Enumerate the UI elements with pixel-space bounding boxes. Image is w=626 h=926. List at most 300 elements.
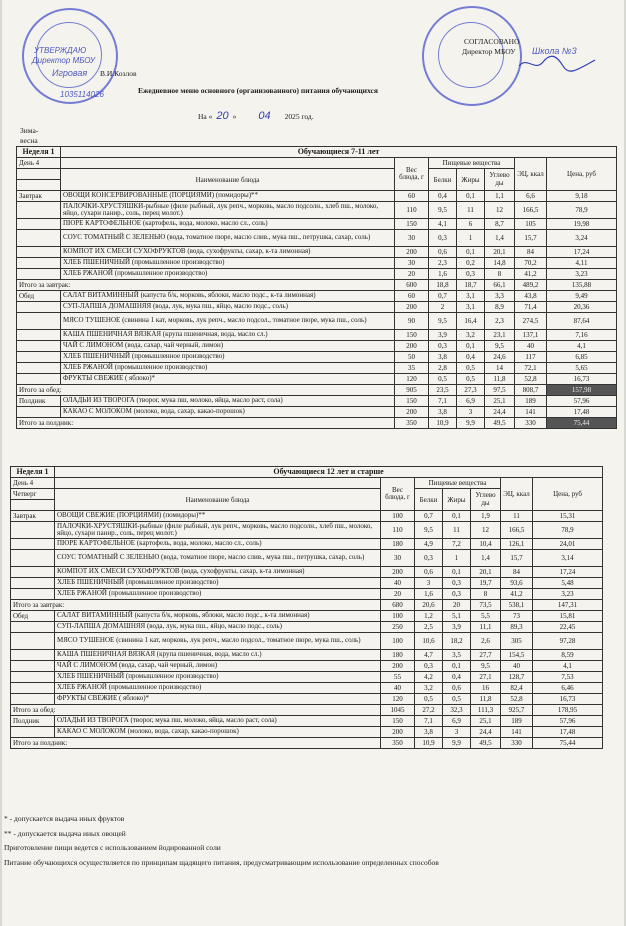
value-f: 0,3 bbox=[443, 589, 471, 600]
date-day: 20 bbox=[216, 110, 229, 122]
value-f: 3,2 bbox=[457, 330, 485, 341]
group-title: Обучающиеся 12 лет и старше bbox=[55, 467, 603, 478]
value-price: 57,96 bbox=[547, 396, 617, 407]
value-p: 0,3 bbox=[415, 661, 443, 672]
snack-total-row bbox=[11, 738, 603, 749]
lunch-item bbox=[17, 313, 617, 330]
value-w: 50 bbox=[395, 352, 429, 363]
value-w: 150 bbox=[395, 330, 429, 341]
value-w: 100 bbox=[381, 511, 415, 522]
value-c: 9,5 bbox=[471, 661, 501, 672]
value-e: 126,1 bbox=[501, 539, 533, 550]
value-f: 3,1 bbox=[457, 302, 485, 313]
breakfast-meal-label bbox=[11, 539, 55, 550]
value-c: 25,1 bbox=[471, 716, 501, 727]
value-price: 7,53 bbox=[533, 672, 603, 683]
value-e: 117 bbox=[515, 352, 547, 363]
value-price: 20,36 bbox=[547, 302, 617, 313]
value-price: 16,73 bbox=[547, 374, 617, 385]
value-f: 3,5 bbox=[443, 650, 471, 661]
lunch-total-label: Итого за обед: bbox=[17, 385, 395, 396]
value-c: 10,4 bbox=[471, 539, 501, 550]
value-price: 17,48 bbox=[533, 727, 603, 738]
breakfast-item bbox=[17, 219, 617, 230]
breakfast-item bbox=[11, 550, 603, 567]
breakfast-meal-label: Завтрак bbox=[11, 511, 55, 522]
total-p: 27,2 bbox=[415, 705, 443, 716]
dish-name: ЧАЙ С ЛИМОНОМ (вода, сахар, чай черный, лимон) bbox=[61, 341, 395, 352]
value-w: 200 bbox=[381, 661, 415, 672]
value-e: 189 bbox=[515, 396, 547, 407]
value-f: 3,9 bbox=[443, 622, 471, 633]
value-e: 71,4 bbox=[515, 302, 547, 313]
value-p: 4,7 bbox=[415, 650, 443, 661]
breakfast-meal-label bbox=[11, 589, 55, 600]
value-e: 40 bbox=[501, 661, 533, 672]
snack-meal-label: Полдник bbox=[11, 716, 55, 727]
breakfast-total-label: Итого за завтрак: bbox=[17, 280, 395, 291]
value-e: 52,8 bbox=[501, 694, 533, 705]
breakfast-meal-label bbox=[11, 578, 55, 589]
breakfast-meal-label bbox=[17, 202, 61, 219]
value-w: 110 bbox=[381, 522, 415, 539]
value-w: 200 bbox=[395, 247, 429, 258]
total-f: 9,9 bbox=[457, 418, 485, 429]
lunch-item bbox=[11, 672, 603, 683]
breakfast-item bbox=[11, 539, 603, 550]
carbs-header: Углево ды bbox=[485, 169, 515, 191]
value-price: 4,11 bbox=[547, 258, 617, 269]
total-p: 23,5 bbox=[429, 385, 457, 396]
value-f: 0,5 bbox=[457, 363, 485, 374]
dish-name: ХЛЕБ РЖАНОЙ (промышленное производство) bbox=[61, 269, 395, 280]
value-c: 27,7 bbox=[471, 650, 501, 661]
value-p: 0,3 bbox=[415, 550, 443, 567]
dish-name: САЛАТ ВИТАМИННЫЙ (капуста б/к, морковь, яблоки, масло подс., к-та лимонная) bbox=[61, 291, 395, 302]
value-c: 24,6 bbox=[485, 352, 515, 363]
dish-name: ХЛЕБ РЖАНОЙ (промышленное производство) bbox=[55, 589, 381, 600]
dish-name: ХЛЕБ ПШЕНИЧНЫЙ (промышленное производство) bbox=[61, 352, 395, 363]
energy-header: ЭЦ, ккал bbox=[501, 478, 533, 511]
lunch-meal-label bbox=[11, 672, 55, 683]
lunch-meal-label bbox=[17, 341, 61, 352]
right-signatory: Директор МБОУ bbox=[462, 47, 516, 56]
value-p: 0,7 bbox=[415, 511, 443, 522]
lunch-item bbox=[11, 633, 603, 650]
value-f: 0,4 bbox=[457, 352, 485, 363]
breakfast-meal-label bbox=[17, 258, 61, 269]
value-price: 4,1 bbox=[533, 661, 603, 672]
lunch-meal-label bbox=[11, 694, 55, 705]
lunch-meal-label: Обед bbox=[11, 611, 55, 622]
total-c: 49,5 bbox=[485, 418, 515, 429]
value-c: 14,8 bbox=[485, 258, 515, 269]
lunch-meal-label bbox=[17, 374, 61, 385]
value-p: 9,5 bbox=[429, 313, 457, 330]
value-e: 73 bbox=[501, 611, 533, 622]
lunch-meal-label bbox=[17, 363, 61, 374]
lunch-meal-label: Обед bbox=[17, 291, 61, 302]
date-year: 2025 год. bbox=[284, 112, 314, 121]
value-c: 16 bbox=[471, 683, 501, 694]
value-w: 40 bbox=[381, 578, 415, 589]
group-title: Обучающиеся 7-11 лет bbox=[61, 147, 617, 158]
weekday-label bbox=[17, 169, 61, 180]
value-w: 30 bbox=[381, 550, 415, 567]
value-f: 1 bbox=[443, 550, 471, 567]
value-e: 41,2 bbox=[501, 589, 533, 600]
season-line-2: весна bbox=[20, 136, 38, 145]
value-f: 0,3 bbox=[457, 269, 485, 280]
breakfast-meal-label bbox=[17, 269, 61, 280]
breakfast-meal-label bbox=[17, 230, 61, 247]
dish-name: СОУС ТОМАТНЫЙ С ЗЕЛЕНЬЮ (вода, томатное пюре, масло слив., мука пш., петрушка, сахар, соль) bbox=[55, 550, 381, 567]
breakfast-item bbox=[17, 247, 617, 258]
value-w: 200 bbox=[395, 341, 429, 352]
total-c: 73,5 bbox=[471, 600, 501, 611]
total-c: 66,1 bbox=[485, 280, 515, 291]
price-header: Цена, руб bbox=[533, 478, 603, 511]
total-w: 680 bbox=[381, 600, 415, 611]
value-p: 9,5 bbox=[415, 522, 443, 539]
fat-header: Жиры bbox=[457, 169, 485, 191]
lunch-item bbox=[17, 291, 617, 302]
value-c: 9,5 bbox=[485, 341, 515, 352]
value-e: 11 bbox=[501, 511, 533, 522]
protein-header: Белки bbox=[415, 489, 443, 511]
menu-table-12-plus bbox=[10, 466, 603, 749]
value-e: 89,3 bbox=[501, 622, 533, 633]
dish-name: КАКАО С МОЛОКОМ (молоко, вода, сахар, какао-порошок) bbox=[61, 407, 395, 418]
left-signatory: В.И.Козлов bbox=[100, 69, 137, 78]
value-c: 1,4 bbox=[485, 230, 515, 247]
fat-header: Жиры bbox=[443, 489, 471, 511]
breakfast-meal-label: Завтрак bbox=[17, 191, 61, 202]
value-w: 250 bbox=[381, 622, 415, 633]
dish-name: ОЛАДЬИ ИЗ ТВОРОГА (творог, мука пш, молоко, яйца, масло раст, сола) bbox=[55, 716, 381, 727]
menu-table-7-11-body bbox=[17, 147, 617, 429]
lunch-meal-label bbox=[17, 330, 61, 341]
value-p: 4,2 bbox=[415, 672, 443, 683]
value-price: 78,9 bbox=[533, 522, 603, 539]
value-price: 6,85 bbox=[547, 352, 617, 363]
value-p: 7,1 bbox=[415, 716, 443, 727]
value-f: 11 bbox=[443, 522, 471, 539]
lunch-item bbox=[11, 694, 603, 705]
value-w: 150 bbox=[395, 396, 429, 407]
value-p: 3,8 bbox=[429, 407, 457, 418]
value-f: 6,9 bbox=[457, 396, 485, 407]
total-e: 330 bbox=[515, 418, 547, 429]
value-price: 19,98 bbox=[547, 219, 617, 230]
dish-name: ПЮРЕ КАРТОФЕЛЬНОЕ (картофель, вода, молоко, масло сл., соль) bbox=[55, 539, 381, 550]
lunch-item bbox=[17, 352, 617, 363]
lunch-meal-label bbox=[11, 622, 55, 633]
value-w: 150 bbox=[381, 716, 415, 727]
value-w: 180 bbox=[381, 650, 415, 661]
value-f: 0,1 bbox=[443, 567, 471, 578]
snack-meal-label bbox=[11, 727, 55, 738]
value-p: 4,1 bbox=[429, 219, 457, 230]
date-line bbox=[198, 110, 314, 122]
breakfast-item bbox=[11, 511, 603, 522]
value-e: 52,8 bbox=[515, 374, 547, 385]
breakfast-item bbox=[17, 202, 617, 219]
total-price: 157,98 bbox=[547, 385, 617, 396]
total-w: 350 bbox=[395, 418, 429, 429]
value-price: 9,18 bbox=[547, 191, 617, 202]
value-c: 24,4 bbox=[485, 407, 515, 418]
empty-cell bbox=[55, 478, 381, 489]
value-c: 14 bbox=[485, 363, 515, 374]
dish-name: ХЛЕБ РЖАНОЙ (промышленное производство) bbox=[55, 683, 381, 694]
value-w: 20 bbox=[381, 589, 415, 600]
value-w: 120 bbox=[395, 374, 429, 385]
value-w: 110 bbox=[395, 202, 429, 219]
value-e: 82,4 bbox=[501, 683, 533, 694]
value-e: 15,7 bbox=[501, 550, 533, 567]
value-e: 141 bbox=[515, 407, 547, 418]
value-c: 5,5 bbox=[471, 611, 501, 622]
breakfast-total-row bbox=[11, 600, 603, 611]
total-f: 27,3 bbox=[457, 385, 485, 396]
breakfast-item bbox=[17, 258, 617, 269]
date-month: 04 bbox=[258, 110, 271, 122]
value-price: 24,01 bbox=[533, 539, 603, 550]
value-c: 25,1 bbox=[485, 396, 515, 407]
lunch-meal-label bbox=[17, 302, 61, 313]
value-p: 4,9 bbox=[415, 539, 443, 550]
nutrients-header: Пищевые вещества bbox=[415, 478, 501, 489]
value-e: 105 bbox=[515, 219, 547, 230]
total-f: 18,7 bbox=[457, 280, 485, 291]
value-c: 11,8 bbox=[471, 694, 501, 705]
value-price: 57,96 bbox=[533, 716, 603, 727]
footnote-4: Питание обучающихся осуществляется по принципам щадящего питания, предусматривающим использование определенных способов bbox=[4, 857, 439, 867]
value-price: 78,9 bbox=[547, 202, 617, 219]
breakfast-meal-label bbox=[11, 567, 55, 578]
value-p: 0,7 bbox=[429, 291, 457, 302]
value-c: 23,1 bbox=[485, 330, 515, 341]
value-c: 8,9 bbox=[485, 302, 515, 313]
snack-meal-label bbox=[17, 407, 61, 418]
breakfast-item bbox=[17, 269, 617, 280]
dish-name: КАКАО С МОЛОКОМ (молоко, вода, сахар, какао-порошок) bbox=[55, 727, 381, 738]
value-c: 11,1 bbox=[471, 622, 501, 633]
value-price: 87,64 bbox=[547, 313, 617, 330]
empty-cell bbox=[17, 180, 61, 191]
total-w: 1045 bbox=[381, 705, 415, 716]
value-w: 30 bbox=[395, 230, 429, 247]
dish-name: МЯСО ТУШЕНОЕ (свинина 1 кат, морковь, лук репч., масло подсол., томатное пюре, мука пш., соль) bbox=[61, 313, 395, 330]
value-price: 22,45 bbox=[533, 622, 603, 633]
signature-scribble bbox=[517, 52, 597, 74]
dish-name: ЧАЙ С ЛИМОНОМ (вода, сахар, чай черный, лимон) bbox=[55, 661, 381, 672]
lunch-item bbox=[11, 622, 603, 633]
breakfast-meal-label bbox=[11, 550, 55, 567]
value-w: 90 bbox=[395, 313, 429, 330]
value-c: 3,3 bbox=[485, 291, 515, 302]
value-f: 6,9 bbox=[443, 716, 471, 727]
lunch-item bbox=[17, 330, 617, 341]
value-e: 166,5 bbox=[501, 522, 533, 539]
right-stamp-word: Школа №3 bbox=[532, 46, 577, 56]
dish-name: СУП-ЛАПША ДОМАШНЯЯ (вода, лук, мука пш., яйцо, масло подс., соль) bbox=[61, 302, 395, 313]
value-price: 3,23 bbox=[533, 589, 603, 600]
breakfast-total-label: Итого за завтрак: bbox=[11, 600, 381, 611]
empty-cell bbox=[11, 500, 55, 511]
value-c: 1,1 bbox=[485, 191, 515, 202]
footnote-3: Приготовление пищи ведется с использованием йодированной соли bbox=[4, 843, 221, 852]
value-p: 3 bbox=[415, 578, 443, 589]
dish-name: ПАЛОЧКИ-ХРУСТЯШКИ-рыбные (филе рыбный, лук репч., морковь, масло подсолн., хлеб пш., молоко, яйцо, сухари панир., соль, перец молот.) bbox=[55, 522, 381, 539]
value-price: 3,23 bbox=[547, 269, 617, 280]
value-p: 2,8 bbox=[429, 363, 457, 374]
total-w: 905 bbox=[395, 385, 429, 396]
week-row bbox=[17, 147, 617, 158]
value-price: 9,49 bbox=[547, 291, 617, 302]
name-header: Наименование блюда bbox=[55, 489, 381, 511]
value-price: 8,59 bbox=[533, 650, 603, 661]
value-c: 20,1 bbox=[485, 247, 515, 258]
total-e: 489,2 bbox=[515, 280, 547, 291]
left-stamp-line-1: УТВЕРЖДАЮ bbox=[34, 46, 87, 55]
week-label: Неделя 1 bbox=[17, 147, 61, 158]
value-e: 166,5 bbox=[515, 202, 547, 219]
value-c: 8 bbox=[485, 269, 515, 280]
value-f: 3 bbox=[443, 727, 471, 738]
value-w: 200 bbox=[381, 727, 415, 738]
value-p: 3,9 bbox=[429, 330, 457, 341]
breakfast-meal-label bbox=[11, 522, 55, 539]
header-row-1 bbox=[11, 478, 603, 489]
value-e: 137,1 bbox=[515, 330, 547, 341]
value-e: 84 bbox=[515, 247, 547, 258]
value-price: 3,14 bbox=[533, 550, 603, 567]
day-label: День 4 bbox=[17, 158, 61, 169]
lunch-total-row bbox=[17, 385, 617, 396]
value-c: 19,7 bbox=[471, 578, 501, 589]
value-f: 0,3 bbox=[443, 578, 471, 589]
value-price: 15,31 bbox=[533, 511, 603, 522]
value-price: 16,73 bbox=[533, 694, 603, 705]
total-p: 10,9 bbox=[429, 418, 457, 429]
value-c: 12 bbox=[485, 202, 515, 219]
total-w: 600 bbox=[395, 280, 429, 291]
footnote-2: ** - допускается выдача иных овощей bbox=[4, 828, 126, 838]
right-approved-label: СОГЛАСОВАНО bbox=[464, 37, 520, 46]
document-title: Ежедневное меню основного (организованного) питания обучающихся bbox=[138, 86, 378, 95]
value-f: 0,4 bbox=[443, 672, 471, 683]
breakfast-meal-label bbox=[17, 219, 61, 230]
price-header: Цена, руб bbox=[547, 158, 617, 191]
total-c: 97,5 bbox=[485, 385, 515, 396]
value-p: 3,8 bbox=[415, 727, 443, 738]
lunch-item bbox=[17, 302, 617, 313]
lunch-item bbox=[17, 363, 617, 374]
date-mid: » bbox=[232, 112, 237, 121]
value-p: 2 bbox=[429, 302, 457, 313]
total-e: 808,7 bbox=[515, 385, 547, 396]
lunch-total-label: Итого за обед: bbox=[11, 705, 381, 716]
value-w: 35 bbox=[395, 363, 429, 374]
value-e: 43,8 bbox=[515, 291, 547, 302]
lunch-item bbox=[11, 650, 603, 661]
dish-name: КАША ПШЕНИЧНАЯ ВЯЗКАЯ (крупа пшеничная, вода, масло сл.) bbox=[55, 650, 381, 661]
value-f: 0,5 bbox=[457, 374, 485, 385]
total-price: 75,44 bbox=[547, 418, 617, 429]
value-f: 1 bbox=[457, 230, 485, 247]
value-p: 2,3 bbox=[429, 258, 457, 269]
value-w: 20 bbox=[395, 269, 429, 280]
date-prefix: На « bbox=[198, 112, 213, 121]
left-round-stamp-inner bbox=[36, 22, 102, 88]
value-c: 8 bbox=[471, 589, 501, 600]
value-p: 1,6 bbox=[415, 589, 443, 600]
total-f: 32,3 bbox=[443, 705, 471, 716]
value-p: 2,5 bbox=[415, 622, 443, 633]
value-price: 3,24 bbox=[547, 230, 617, 247]
total-p: 18,8 bbox=[429, 280, 457, 291]
value-e: 6,6 bbox=[515, 191, 547, 202]
weight-header: Вес блюда, г bbox=[395, 158, 429, 191]
value-c: 8,7 bbox=[485, 219, 515, 230]
value-w: 55 bbox=[381, 672, 415, 683]
value-w: 200 bbox=[381, 567, 415, 578]
name-header: Наименование блюда bbox=[61, 169, 395, 191]
dish-name: ХЛЕБ ПШЕНИЧНЫЙ (промышленное производство) bbox=[55, 578, 381, 589]
value-c: 1,4 bbox=[471, 550, 501, 567]
value-f: 3,1 bbox=[457, 291, 485, 302]
total-p: 10,9 bbox=[415, 738, 443, 749]
dish-name: КОМПОТ ИХ СМЕСИ СУХОФРУКТОВ (вода, сухофрукты, сахар, к-та лимонная) bbox=[61, 247, 395, 258]
value-e: 154,5 bbox=[501, 650, 533, 661]
total-p: 20,6 bbox=[415, 600, 443, 611]
lunch-meal-label bbox=[11, 683, 55, 694]
value-e: 128,7 bbox=[501, 672, 533, 683]
value-price: 5,65 bbox=[547, 363, 617, 374]
dish-name: ХЛЕБ ПШЕНИЧНЫЙ (промышленное производство) bbox=[61, 258, 395, 269]
lunch-total-row bbox=[11, 705, 603, 716]
breakfast-item bbox=[11, 578, 603, 589]
value-price: 17,24 bbox=[533, 567, 603, 578]
snack-item bbox=[11, 716, 603, 727]
value-c: 24,4 bbox=[471, 727, 501, 738]
value-w: 180 bbox=[381, 539, 415, 550]
lunch-meal-label bbox=[17, 313, 61, 330]
value-price: 17,24 bbox=[547, 247, 617, 258]
value-p: 3,8 bbox=[429, 352, 457, 363]
value-f: 0,1 bbox=[443, 661, 471, 672]
value-f: 6 bbox=[457, 219, 485, 230]
season-line-1: Зима- bbox=[20, 126, 39, 135]
value-w: 150 bbox=[395, 219, 429, 230]
value-p: 7,1 bbox=[429, 396, 457, 407]
value-e: 40 bbox=[515, 341, 547, 352]
breakfast-item bbox=[17, 230, 617, 247]
value-f: 0,1 bbox=[457, 191, 485, 202]
value-w: 40 bbox=[381, 683, 415, 694]
value-p: 1,2 bbox=[415, 611, 443, 622]
dish-name: САЛАТ ВИТАМИННЫЙ (капуста б/к, морковь, яблоки, масло подс., к-та лимонная) bbox=[55, 611, 381, 622]
value-price: 15,81 bbox=[533, 611, 603, 622]
menu-table-12-plus-body bbox=[11, 467, 603, 749]
value-price: 7,16 bbox=[547, 330, 617, 341]
value-c: 20,1 bbox=[471, 567, 501, 578]
value-f: 0,1 bbox=[457, 341, 485, 352]
value-price: 17,48 bbox=[547, 407, 617, 418]
value-price: 6,46 bbox=[533, 683, 603, 694]
